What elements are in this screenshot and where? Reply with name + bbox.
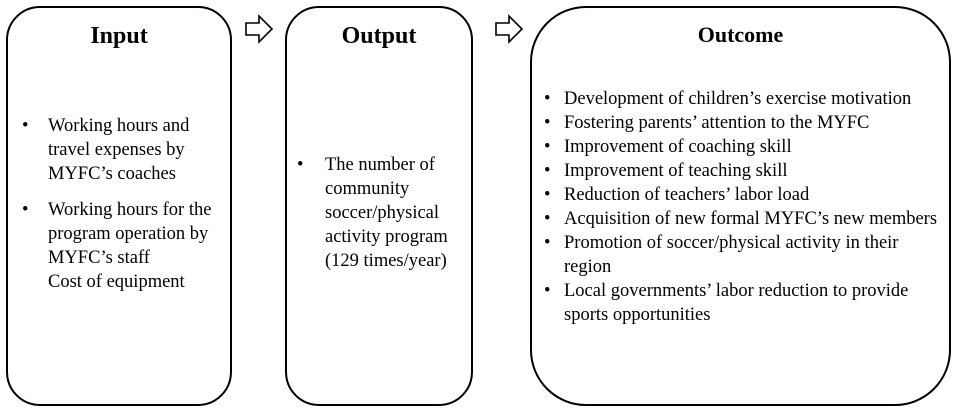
input-item [22,114,227,186]
outcome-item-text: Improvement of teaching skill [564,161,788,181]
bullet-icon: • [544,185,551,205]
outcome-item [544,87,944,111]
input-item [22,270,227,294]
input-list [22,114,227,294]
outcome-item [544,111,944,135]
bullet-icon: • [544,209,551,229]
output-item [297,153,469,273]
bullet-icon: • [22,200,29,220]
outcome-item [544,207,944,231]
outcome-list [544,87,944,327]
outcome-item [544,135,944,159]
outcome-item [544,183,944,207]
bullet-icon: • [297,155,304,175]
bullet-icon: • [544,89,551,109]
bullet-icon: • [544,281,551,301]
outcome-item [544,159,944,183]
outcome-item [544,279,944,327]
outcome-item-text: Acquisition of new formal MYFC’s new members [564,209,938,229]
bullet-icon: • [544,137,551,157]
input-item-text: Working hours and travel expenses by MYFC’s coaches [48,116,190,184]
output-box [285,6,473,406]
right-arrow-icon [244,14,274,44]
input-item-text: Working hours for the program operation by MYFC’s staff [48,200,212,268]
output-item-text: The number of community soccer/physical activity program (129 times/year) [325,155,448,271]
bullet-icon: • [544,161,551,181]
outcome-item-text: Improvement of coaching skill [564,137,792,157]
outcome-item [544,231,944,279]
outcome-item-text: Local governments’ labor reduction to provide sports opportunities [564,281,909,325]
output-title: Output [341,23,417,49]
outcome-item-text: Development of children’s exercise motivation [564,89,912,109]
input-box [6,6,232,406]
input-item [22,198,227,270]
outcome-title: Outcome [697,22,784,47]
outcome-item-text: Reduction of teachers’ labor load [564,185,810,205]
bullet-icon: • [544,233,551,253]
outcome-item-text: Fostering parents’ attention to the MYFC [564,113,870,133]
bullet-icon: • [22,116,29,136]
input-title: Input [90,23,148,49]
outcome-item-text: Promotion of soccer/physical activity in their region [564,233,899,277]
input-item-text: Cost of equipment [48,272,185,292]
output-list [297,153,469,273]
right-arrow-icon [494,14,524,44]
bullet-icon: • [544,113,551,133]
outcome-box [530,6,951,406]
